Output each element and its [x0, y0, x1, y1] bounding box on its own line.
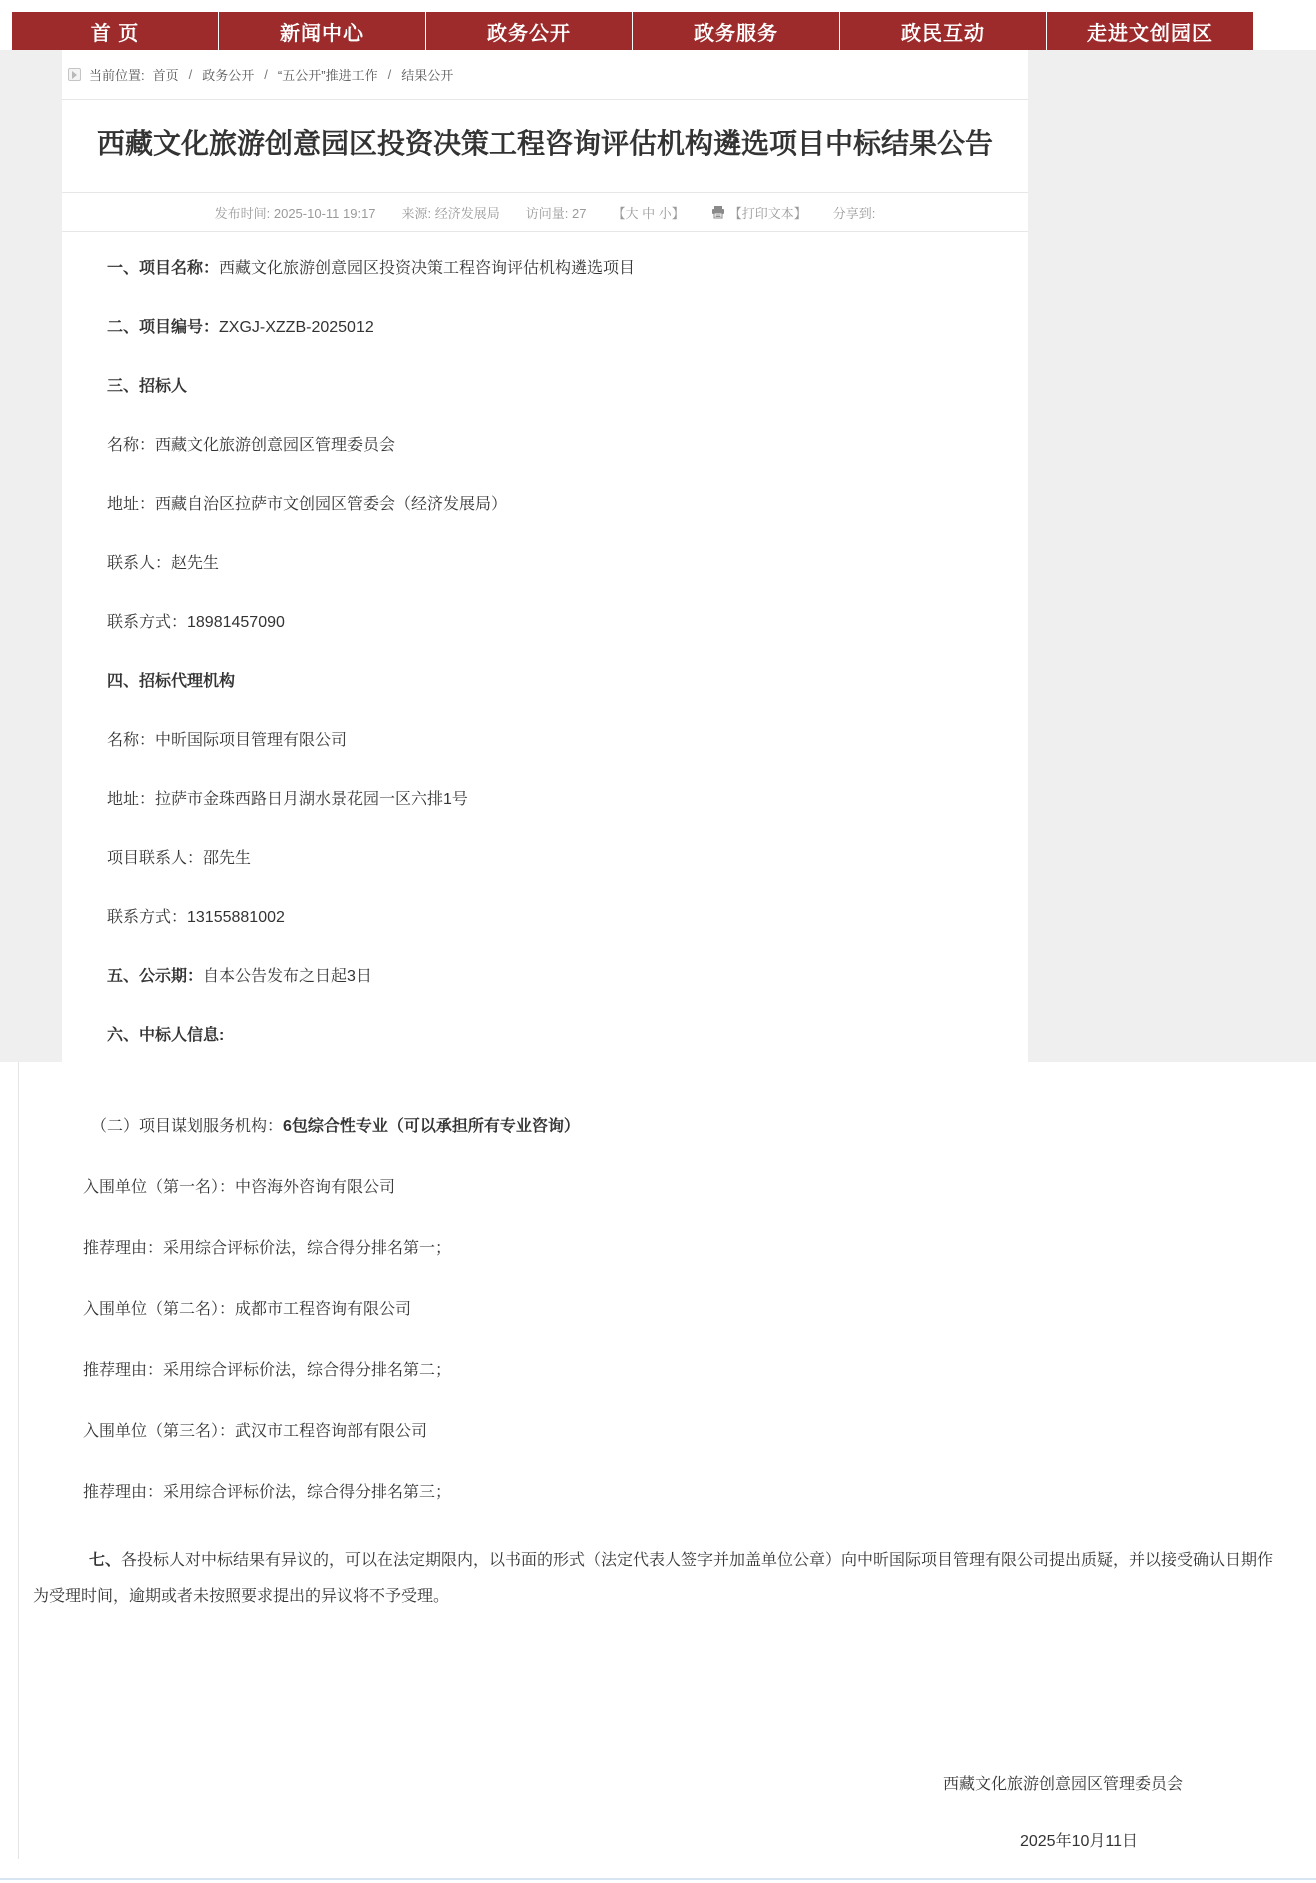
para-reason-3: 推荐理由：采用综合评标价法，综合得分排名第三； — [83, 1484, 452, 1501]
print-label: 【打印文本】 — [728, 205, 807, 221]
breadcrumb-separator: / — [387, 67, 392, 82]
main-content-section — [0, 50, 1316, 1062]
breadcrumb-icon — [68, 68, 81, 81]
para-label: 五、公示期： — [107, 968, 204, 985]
breadcrumb-item-home[interactable]: 首页 — [152, 68, 179, 83]
main-navigation — [12, 12, 1253, 50]
breadcrumb — [62, 50, 1028, 100]
para-label: 六、中标人信息: — [107, 1027, 225, 1044]
package-bold-text: 6包综合性专业（可以承担所有专业咨询） — [283, 1118, 580, 1135]
printer-icon — [711, 205, 725, 219]
para-winner-1: 入围单位（第一名）：中咨海外咨询有限公司 — [83, 1179, 396, 1196]
para-label: 一、项目名称： — [107, 260, 220, 277]
nav-item-interaction[interactable]: 政民互动 — [840, 12, 1047, 50]
para-label: 四、招标代理机构 — [107, 673, 236, 690]
nav-item-home[interactable]: 首 页 — [12, 12, 219, 50]
signature-date: 2025年10月11日 — [1019, 1833, 1138, 1850]
nav-item-news[interactable]: 新闻中心 — [219, 12, 426, 50]
para-project-name: 一、项目名称：西藏文化旅游创意园区投资决策工程咨询评估机构遴选项目 — [107, 260, 636, 277]
para-label: 二、项目编号： — [107, 319, 220, 336]
breadcrumb-label: 当前位置: — [89, 68, 145, 83]
breadcrumb-item-five-open[interactable]: “五公开”推进工作 — [277, 68, 378, 83]
left-border-line — [18, 1062, 19, 1859]
para-tenderee-address: 地址：西藏自治区拉萨市文创园区管委会（经济发展局） — [107, 496, 508, 513]
para-agency-phone: 联系方式：13155881002 — [107, 909, 285, 926]
para-tenderee-heading — [107, 376, 988, 398]
top-strip — [0, 0, 1316, 12]
para-reason-1: 推荐理由：采用综合评标价法，综合得分排名第一； — [83, 1240, 452, 1257]
para-agency-address: 地址：拉萨市金珠西路日月湖水景花园一区六排1号 — [107, 791, 468, 808]
para-tenderee-contact: 联系人：赵先生 — [107, 555, 220, 572]
article-source: 来源: 经济发展局 — [401, 205, 500, 221]
article-meta-bar — [62, 193, 1028, 232]
announcement-body-part2 — [0, 1062, 1316, 1883]
breadcrumb-item-results[interactable]: 结果公开 — [401, 68, 454, 83]
para-winner-info-heading — [107, 1025, 988, 1047]
para-winner-3: 入围单位（第三名）：武汉市工程咨询部有限公司 — [83, 1423, 428, 1440]
para-tenderee-phone: 联系方式：18981457090 — [107, 614, 285, 631]
breadcrumb-separator: / — [264, 67, 268, 82]
para-label: 七、 — [89, 1552, 122, 1569]
para-winner-2: 入围单位（第二名）：成都市工程咨询有限公司 — [83, 1301, 412, 1318]
nav-item-gov-service[interactable]: 政务服务 — [633, 12, 840, 50]
para-package: （二）项目谋划服务机构：6包综合性专业（可以承担所有专业咨询） — [91, 1118, 580, 1135]
nav-item-enter-park[interactable]: 走进文创园区 — [1087, 22, 1213, 45]
para-label: 三、招标人 — [107, 378, 188, 395]
para-agency-contact: 项目联系人：邵先生 — [107, 850, 252, 867]
nav-item-gov-open[interactable]: 政务公开 — [426, 12, 633, 50]
para-tenderee-name: 名称：西藏文化旅游创意园区管理委员会 — [107, 437, 396, 454]
announcement-body-part1 — [62, 232, 1028, 1047]
publish-time: 发布时间: 2025-10-11 19:17 — [214, 205, 376, 221]
share-to[interactable]: 分享到: — [832, 205, 876, 221]
page-title: 西藏文化旅游创意园区投资决策工程咨询评估机构遴选项目中标结果公告 — [62, 100, 1028, 193]
para-objection-notice: 七、各投标人对中标结果有异议的，可以在法定期限内，以书面的形式（法定代表人签字并加盖单位公章）向中昕国际项目管理有限公司提出质疑，并以接受确认日期作为受理时间，逾期或者未按照要求提出的异议将不予受理。 — [33, 1552, 1274, 1605]
para-project-number: 二、项目编号：ZXGJ-XZZB-2025012 — [107, 319, 374, 336]
bottom-divider — [0, 1878, 1316, 1880]
para-reason-2: 推荐理由：采用综合评标价法，综合得分排名第二； — [83, 1362, 452, 1379]
breadcrumb-item-gov-open[interactable]: 政务公开 — [202, 68, 255, 83]
signature-org: 西藏文化旅游创意园区管理委员会 — [942, 1776, 1183, 1793]
para-agency-heading — [107, 671, 988, 693]
print-button[interactable] — [711, 203, 807, 222]
visit-count: 访问量: 27 — [525, 205, 587, 221]
para-agency-name: 名称：中昕国际项目管理有限公司 — [107, 732, 348, 749]
font-size-switcher[interactable]: 【大 中 小】 — [612, 205, 685, 221]
content-panel — [62, 50, 1028, 1062]
para-publicity-period: 五、公示期：自本公告发布之日起3日 — [107, 968, 372, 985]
breadcrumb-separator: / — [188, 67, 193, 82]
